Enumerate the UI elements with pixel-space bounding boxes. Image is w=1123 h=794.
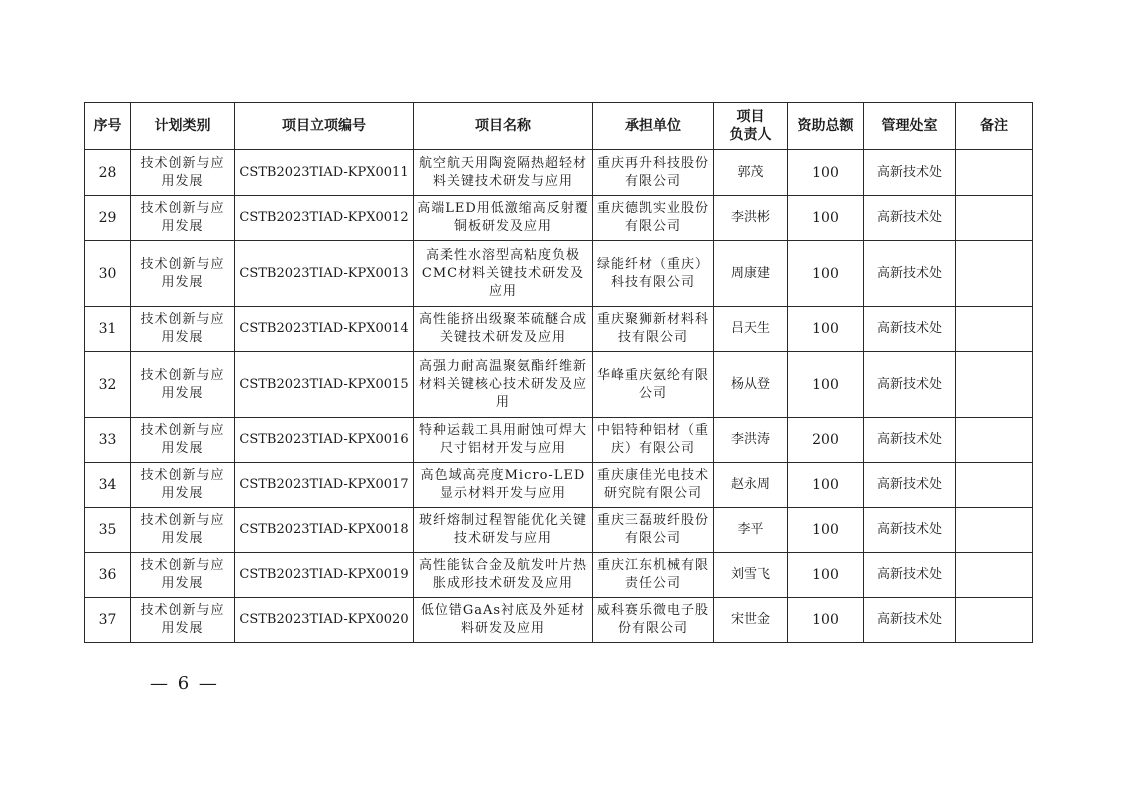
cell-fund: 100 [788,463,864,508]
cell-category: 技术创新与应用发展 [131,196,235,241]
table-row [85,598,1033,643]
cell-seq: 29 [85,196,131,241]
project-table [84,102,1033,643]
cell-code: CSTB2023TIAD-KPX0018 [235,508,414,553]
cell-leader: 吕天生 [714,307,788,352]
cell-remark [956,352,1033,418]
table-row [85,241,1033,307]
cell-office: 高新技术处 [864,196,956,241]
header-name: 项目名称 [414,103,593,150]
table-row [85,150,1033,196]
table-row [85,553,1033,598]
cell-category: 技术创新与应用发展 [131,307,235,352]
cell-name: 航空航天用陶瓷隔热超轻材料关键技术研发与应用 [414,150,593,196]
cell-remark [956,196,1033,241]
cell-category: 技术创新与应用发展 [131,508,235,553]
cell-unit: 重庆再升科技股份有限公司 [593,150,714,196]
cell-name: 高端LED用低激缩高反射覆铜板研发及应用 [414,196,593,241]
cell-fund: 100 [788,307,864,352]
cell-seq: 36 [85,553,131,598]
cell-remark [956,418,1033,463]
header-unit: 承担单位 [593,103,714,150]
cell-fund: 100 [788,598,864,643]
cell-category: 技术创新与应用发展 [131,598,235,643]
cell-remark [956,553,1033,598]
cell-office: 高新技术处 [864,307,956,352]
cell-leader: 宋世金 [714,598,788,643]
cell-leader: 李洪涛 [714,418,788,463]
table-row [85,508,1033,553]
cell-leader: 杨从登 [714,352,788,418]
cell-name: 低位错GaAs衬底及外延材料研发及应用 [414,598,593,643]
cell-office: 高新技术处 [864,553,956,598]
cell-seq: 37 [85,598,131,643]
cell-leader: 赵永周 [714,463,788,508]
cell-seq: 31 [85,307,131,352]
cell-unit: 威科赛乐微电子股份有限公司 [593,598,714,643]
cell-seq: 33 [85,418,131,463]
cell-seq: 35 [85,508,131,553]
cell-code: CSTB2023TIAD-KPX0012 [235,196,414,241]
table-row [85,418,1033,463]
cell-name: 高柔性水溶型高粘度负极CMC材料关键技术研发及应用 [414,241,593,307]
cell-category: 技术创新与应用发展 [131,463,235,508]
cell-office: 高新技术处 [864,598,956,643]
cell-code: CSTB2023TIAD-KPX0015 [235,352,414,418]
cell-unit: 重庆江东机械有限责任公司 [593,553,714,598]
cell-unit: 重庆康佳光电技术研究院有限公司 [593,463,714,508]
table-row [85,307,1033,352]
table-row [85,196,1033,241]
cell-code: CSTB2023TIAD-KPX0011 [235,150,414,196]
cell-fund: 100 [788,508,864,553]
header-code: 项目立项编号 [235,103,414,150]
cell-unit: 重庆聚狮新材料科技有限公司 [593,307,714,352]
cell-category: 技术创新与应用发展 [131,241,235,307]
cell-seq: 30 [85,241,131,307]
cell-unit: 绿能纤材（重庆）科技有限公司 [593,241,714,307]
cell-name: 高性能钛合金及航发叶片热胀成形技术研发及应用 [414,553,593,598]
cell-fund: 100 [788,196,864,241]
cell-name: 高性能挤出级聚苯硫醚合成关键技术研发及应用 [414,307,593,352]
cell-office: 高新技术处 [864,508,956,553]
cell-unit: 重庆三磊玻纤股份有限公司 [593,508,714,553]
cell-leader: 李平 [714,508,788,553]
cell-category: 技术创新与应用发展 [131,352,235,418]
cell-office: 高新技术处 [864,463,956,508]
cell-remark [956,150,1033,196]
cell-code: CSTB2023TIAD-KPX0017 [235,463,414,508]
cell-seq: 28 [85,150,131,196]
cell-remark [956,463,1033,508]
table-row [85,352,1033,418]
cell-remark [956,307,1033,352]
cell-seq: 32 [85,352,131,418]
cell-fund: 100 [788,241,864,307]
cell-leader: 郭茂 [714,150,788,196]
cell-leader: 刘雪飞 [714,553,788,598]
cell-remark [956,598,1033,643]
cell-unit: 华峰重庆氨纶有限公司 [593,352,714,418]
cell-category: 技术创新与应用发展 [131,553,235,598]
cell-category: 技术创新与应用发展 [131,150,235,196]
cell-name: 高色域高亮度Micro-LED显示材料开发与应用 [414,463,593,508]
cell-fund: 100 [788,150,864,196]
cell-code: CSTB2023TIAD-KPX0019 [235,553,414,598]
cell-office: 高新技术处 [864,150,956,196]
cell-leader: 李洪彬 [714,196,788,241]
cell-code: CSTB2023TIAD-KPX0013 [235,241,414,307]
cell-code: CSTB2023TIAD-KPX0020 [235,598,414,643]
cell-fund: 100 [788,352,864,418]
table-row [85,463,1033,508]
cell-name: 特种运载工具用耐蚀可焊大尺寸铝材开发与应用 [414,418,593,463]
header-fund: 资助总额 [788,103,864,150]
page-number: — 6 — [150,673,219,694]
header-remark: 备注 [956,103,1033,150]
cell-remark [956,241,1033,307]
header-leader: 项目 负责人 [714,103,788,150]
cell-name: 高强力耐高温聚氨酯纤维新材料关键核心技术研发及应用 [414,352,593,418]
cell-name: 玻纤熔制过程智能优化关键技术研发与应用 [414,508,593,553]
table-header-row [85,103,1033,150]
header-seq: 序号 [85,103,131,150]
header-office: 管理处室 [864,103,956,150]
cell-unit: 中铝特种铝材（重庆）有限公司 [593,418,714,463]
cell-remark [956,508,1033,553]
cell-category: 技术创新与应用发展 [131,418,235,463]
cell-code: CSTB2023TIAD-KPX0014 [235,307,414,352]
cell-leader: 周康建 [714,241,788,307]
header-category: 计划类别 [131,103,235,150]
cell-code: CSTB2023TIAD-KPX0016 [235,418,414,463]
cell-office: 高新技术处 [864,418,956,463]
cell-unit: 重庆德凯实业股份有限公司 [593,196,714,241]
cell-office: 高新技术处 [864,241,956,307]
cell-fund: 100 [788,553,864,598]
cell-fund: 200 [788,418,864,463]
cell-seq: 34 [85,463,131,508]
cell-office: 高新技术处 [864,352,956,418]
